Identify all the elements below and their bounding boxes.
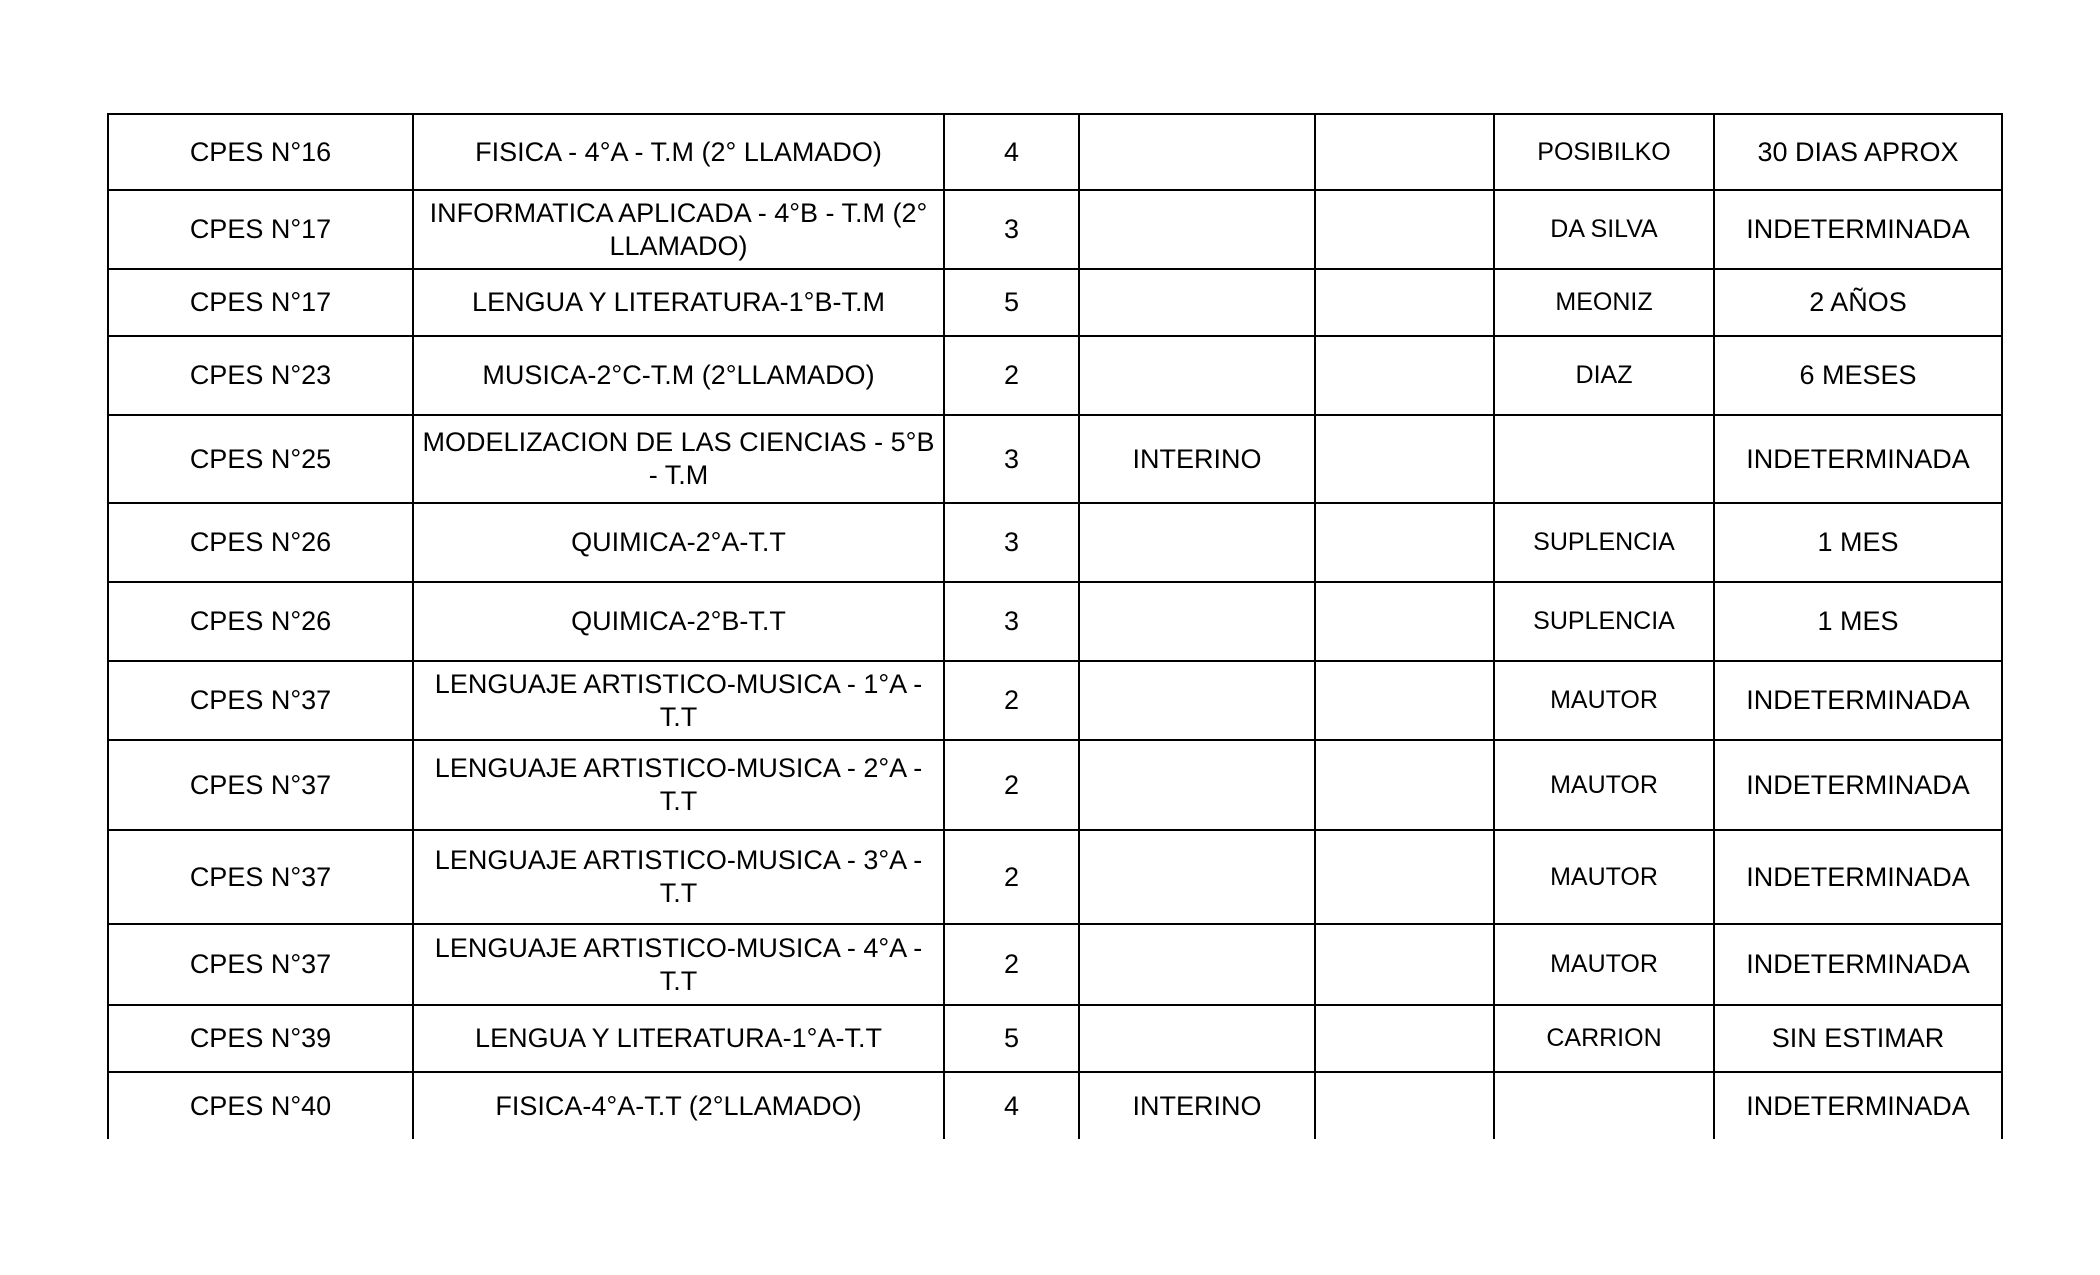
duration-cell: INDETERMINADA xyxy=(1714,661,2002,740)
table-row xyxy=(108,1005,2002,1072)
extra-cell xyxy=(1315,924,1494,1005)
school-cell: CPES N°37 xyxy=(108,661,413,740)
extra-cell xyxy=(1315,830,1494,924)
table-row xyxy=(108,114,2002,190)
duration-cell: 1 MES xyxy=(1714,582,2002,661)
subject-cell: LENGUAJE ARTISTICO-MUSICA - 2°A - T.T xyxy=(413,740,944,830)
hours-cell: 4 xyxy=(944,114,1079,190)
school-cell: CPES N°17 xyxy=(108,269,413,336)
name-cell xyxy=(1494,415,1714,503)
table-row xyxy=(108,924,2002,1005)
type-cell xyxy=(1079,924,1315,1005)
type-cell xyxy=(1079,830,1315,924)
duration-cell: INDETERMINADA xyxy=(1714,415,2002,503)
duration-cell: SIN ESTIMAR xyxy=(1714,1005,2002,1072)
duration-cell: 1 MES xyxy=(1714,503,2002,582)
name-cell: SUPLENCIA xyxy=(1494,503,1714,582)
type-cell xyxy=(1079,114,1315,190)
school-cell: CPES N°37 xyxy=(108,830,413,924)
hours-cell: 2 xyxy=(944,924,1079,1005)
subject-cell: LENGUAJE ARTISTICO-MUSICA - 4°A - T.T xyxy=(413,924,944,1005)
duration-cell: 2 AÑOS xyxy=(1714,269,2002,336)
hours-cell: 4 xyxy=(944,1072,1079,1139)
name-cell: MEONIZ xyxy=(1494,269,1714,336)
subject-cell: LENGUAJE ARTISTICO-MUSICA - 1°A - T.T xyxy=(413,661,944,740)
table-row xyxy=(108,830,2002,924)
extra-cell xyxy=(1315,415,1494,503)
school-cell: CPES N°40 xyxy=(108,1072,413,1139)
type-cell xyxy=(1079,740,1315,830)
type-cell: INTERINO xyxy=(1079,415,1315,503)
subject-cell: INFORMATICA APLICADA - 4°B - T.M (2° LLAMADO) xyxy=(413,190,944,269)
type-cell xyxy=(1079,269,1315,336)
duration-cell: INDETERMINADA xyxy=(1714,190,2002,269)
extra-cell xyxy=(1315,269,1494,336)
subject-cell: QUIMICA-2°A-T.T xyxy=(413,503,944,582)
type-cell xyxy=(1079,1005,1315,1072)
table-row xyxy=(108,661,2002,740)
duration-cell: INDETERMINADA xyxy=(1714,924,2002,1005)
school-cell: CPES N°37 xyxy=(108,924,413,1005)
table-row xyxy=(108,269,2002,336)
extra-cell xyxy=(1315,582,1494,661)
hours-cell: 2 xyxy=(944,740,1079,830)
subject-cell: LENGUAJE ARTISTICO-MUSICA - 3°A - T.T xyxy=(413,830,944,924)
name-cell xyxy=(1494,1072,1714,1139)
school-cell: CPES N°17 xyxy=(108,190,413,269)
extra-cell xyxy=(1315,661,1494,740)
extra-cell xyxy=(1315,114,1494,190)
name-cell: SUPLENCIA xyxy=(1494,582,1714,661)
type-cell xyxy=(1079,582,1315,661)
duration-cell: 30 DIAS APROX xyxy=(1714,114,2002,190)
extra-cell xyxy=(1315,1005,1494,1072)
subject-cell: MUSICA-2°C-T.M (2°LLAMADO) xyxy=(413,336,944,415)
school-cell: CPES N°16 xyxy=(108,114,413,190)
extra-cell xyxy=(1315,503,1494,582)
duration-cell: 6 MESES xyxy=(1714,336,2002,415)
hours-cell: 5 xyxy=(944,1005,1079,1072)
extra-cell xyxy=(1315,336,1494,415)
table-row xyxy=(108,582,2002,661)
subject-cell: LENGUA Y LITERATURA-1°B-T.M xyxy=(413,269,944,336)
duration-cell: INDETERMINADA xyxy=(1714,1072,2002,1139)
type-cell: INTERINO xyxy=(1079,1072,1315,1139)
name-cell: MAUTOR xyxy=(1494,830,1714,924)
subject-cell: LENGUA Y LITERATURA-1°A-T.T xyxy=(413,1005,944,1072)
table-row xyxy=(108,190,2002,269)
hours-cell: 3 xyxy=(944,582,1079,661)
extra-cell xyxy=(1315,740,1494,830)
table-row xyxy=(108,503,2002,582)
subject-cell: FISICA-4°A-T.T (2°LLAMADO) xyxy=(413,1072,944,1139)
school-cell: CPES N°26 xyxy=(108,582,413,661)
table-row xyxy=(108,415,2002,503)
subject-cell: FISICA - 4°A - T.M (2° LLAMADO) xyxy=(413,114,944,190)
school-cell: CPES N°26 xyxy=(108,503,413,582)
school-cell: CPES N°39 xyxy=(108,1005,413,1072)
duration-cell: INDETERMINADA xyxy=(1714,740,2002,830)
name-cell: DIAZ xyxy=(1494,336,1714,415)
hours-cell: 3 xyxy=(944,190,1079,269)
school-cell: CPES N°37 xyxy=(108,740,413,830)
hours-cell: 3 xyxy=(944,503,1079,582)
table-row xyxy=(108,740,2002,830)
subject-cell: MODELIZACION DE LAS CIENCIAS - 5°B - T.M xyxy=(413,415,944,503)
name-cell: CARRION xyxy=(1494,1005,1714,1072)
type-cell xyxy=(1079,336,1315,415)
name-cell: POSIBILKO xyxy=(1494,114,1714,190)
hours-cell: 2 xyxy=(944,830,1079,924)
vacancies-table xyxy=(107,113,2003,1139)
name-cell: MAUTOR xyxy=(1494,740,1714,830)
type-cell xyxy=(1079,661,1315,740)
name-cell: DA SILVA xyxy=(1494,190,1714,269)
name-cell: MAUTOR xyxy=(1494,924,1714,1005)
name-cell: MAUTOR xyxy=(1494,661,1714,740)
school-cell: CPES N°25 xyxy=(108,415,413,503)
hours-cell: 2 xyxy=(944,661,1079,740)
table-row xyxy=(108,1072,2002,1139)
type-cell xyxy=(1079,190,1315,269)
hours-cell: 2 xyxy=(944,336,1079,415)
duration-cell: INDETERMINADA xyxy=(1714,830,2002,924)
hours-cell: 5 xyxy=(944,269,1079,336)
type-cell xyxy=(1079,503,1315,582)
hours-cell: 3 xyxy=(944,415,1079,503)
extra-cell xyxy=(1315,1072,1494,1139)
school-cell: CPES N°23 xyxy=(108,336,413,415)
subject-cell: QUIMICA-2°B-T.T xyxy=(413,582,944,661)
table-row xyxy=(108,336,2002,415)
extra-cell xyxy=(1315,190,1494,269)
